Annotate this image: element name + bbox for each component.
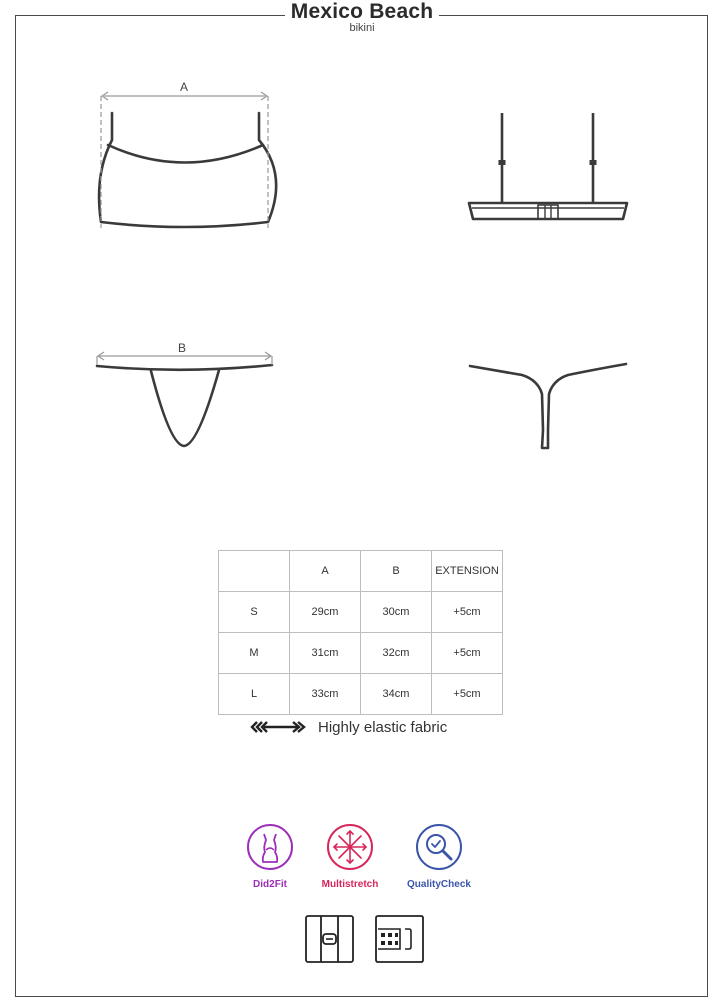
hook-and-eye-closure-icon	[375, 915, 424, 963]
front-closure-badge	[305, 915, 354, 968]
header-cell-blank	[219, 551, 290, 592]
value-b-cell: 34cm	[361, 674, 432, 715]
product-title: Mexico Beach	[285, 0, 439, 23]
table-row	[219, 633, 503, 674]
multistretch-label: Multistretch	[321, 879, 379, 890]
qualitycheck-badge	[389, 822, 489, 890]
did2fit-label: Did2Fit	[253, 879, 287, 890]
bandeau-back-diagram	[469, 113, 627, 219]
size-cell: S	[219, 592, 290, 633]
double-arrow-icon	[250, 720, 308, 734]
size-table-header	[219, 551, 503, 592]
header-cell-extension: EXTENSION	[432, 551, 503, 592]
size-cell: M	[219, 633, 290, 674]
size-table	[218, 550, 503, 715]
qualitycheck-label: QualityCheck	[407, 879, 471, 890]
stretch-arrows-icon	[325, 822, 375, 872]
brief-front-diagram	[97, 365, 272, 446]
value-a-cell: 33cm	[290, 674, 361, 715]
extension-cell: +5cm	[432, 592, 503, 633]
elastic-fabric-note	[250, 717, 447, 737]
value-b-cell: 30cm	[361, 592, 432, 633]
extension-cell: +5cm	[432, 633, 503, 674]
size-cell: L	[219, 674, 290, 715]
dimension-a-guide	[101, 92, 268, 228]
dress-fit-icon	[245, 822, 295, 872]
table-row	[219, 674, 503, 715]
product-subtitle: bikini	[349, 22, 375, 34]
header-cell-a: A	[290, 551, 361, 592]
extension-cell: +5cm	[432, 674, 503, 715]
dimension-b-label: B	[177, 341, 187, 355]
multistretch-badge	[300, 822, 400, 890]
value-a-cell: 29cm	[290, 592, 361, 633]
front-closure-icon	[305, 915, 354, 963]
value-a-cell: 31cm	[290, 633, 361, 674]
table-row	[219, 592, 503, 633]
hook-eye-closure-badge	[375, 915, 424, 968]
dimension-a-label: A	[179, 80, 189, 94]
value-b-cell: 32cm	[361, 633, 432, 674]
header-cell-b: B	[361, 551, 432, 592]
magnifier-check-icon	[414, 822, 464, 872]
elastic-fabric-text: Highly elastic fabric	[318, 718, 448, 736]
bandeau-top-diagram	[99, 113, 276, 227]
brief-back-diagram	[470, 364, 626, 448]
